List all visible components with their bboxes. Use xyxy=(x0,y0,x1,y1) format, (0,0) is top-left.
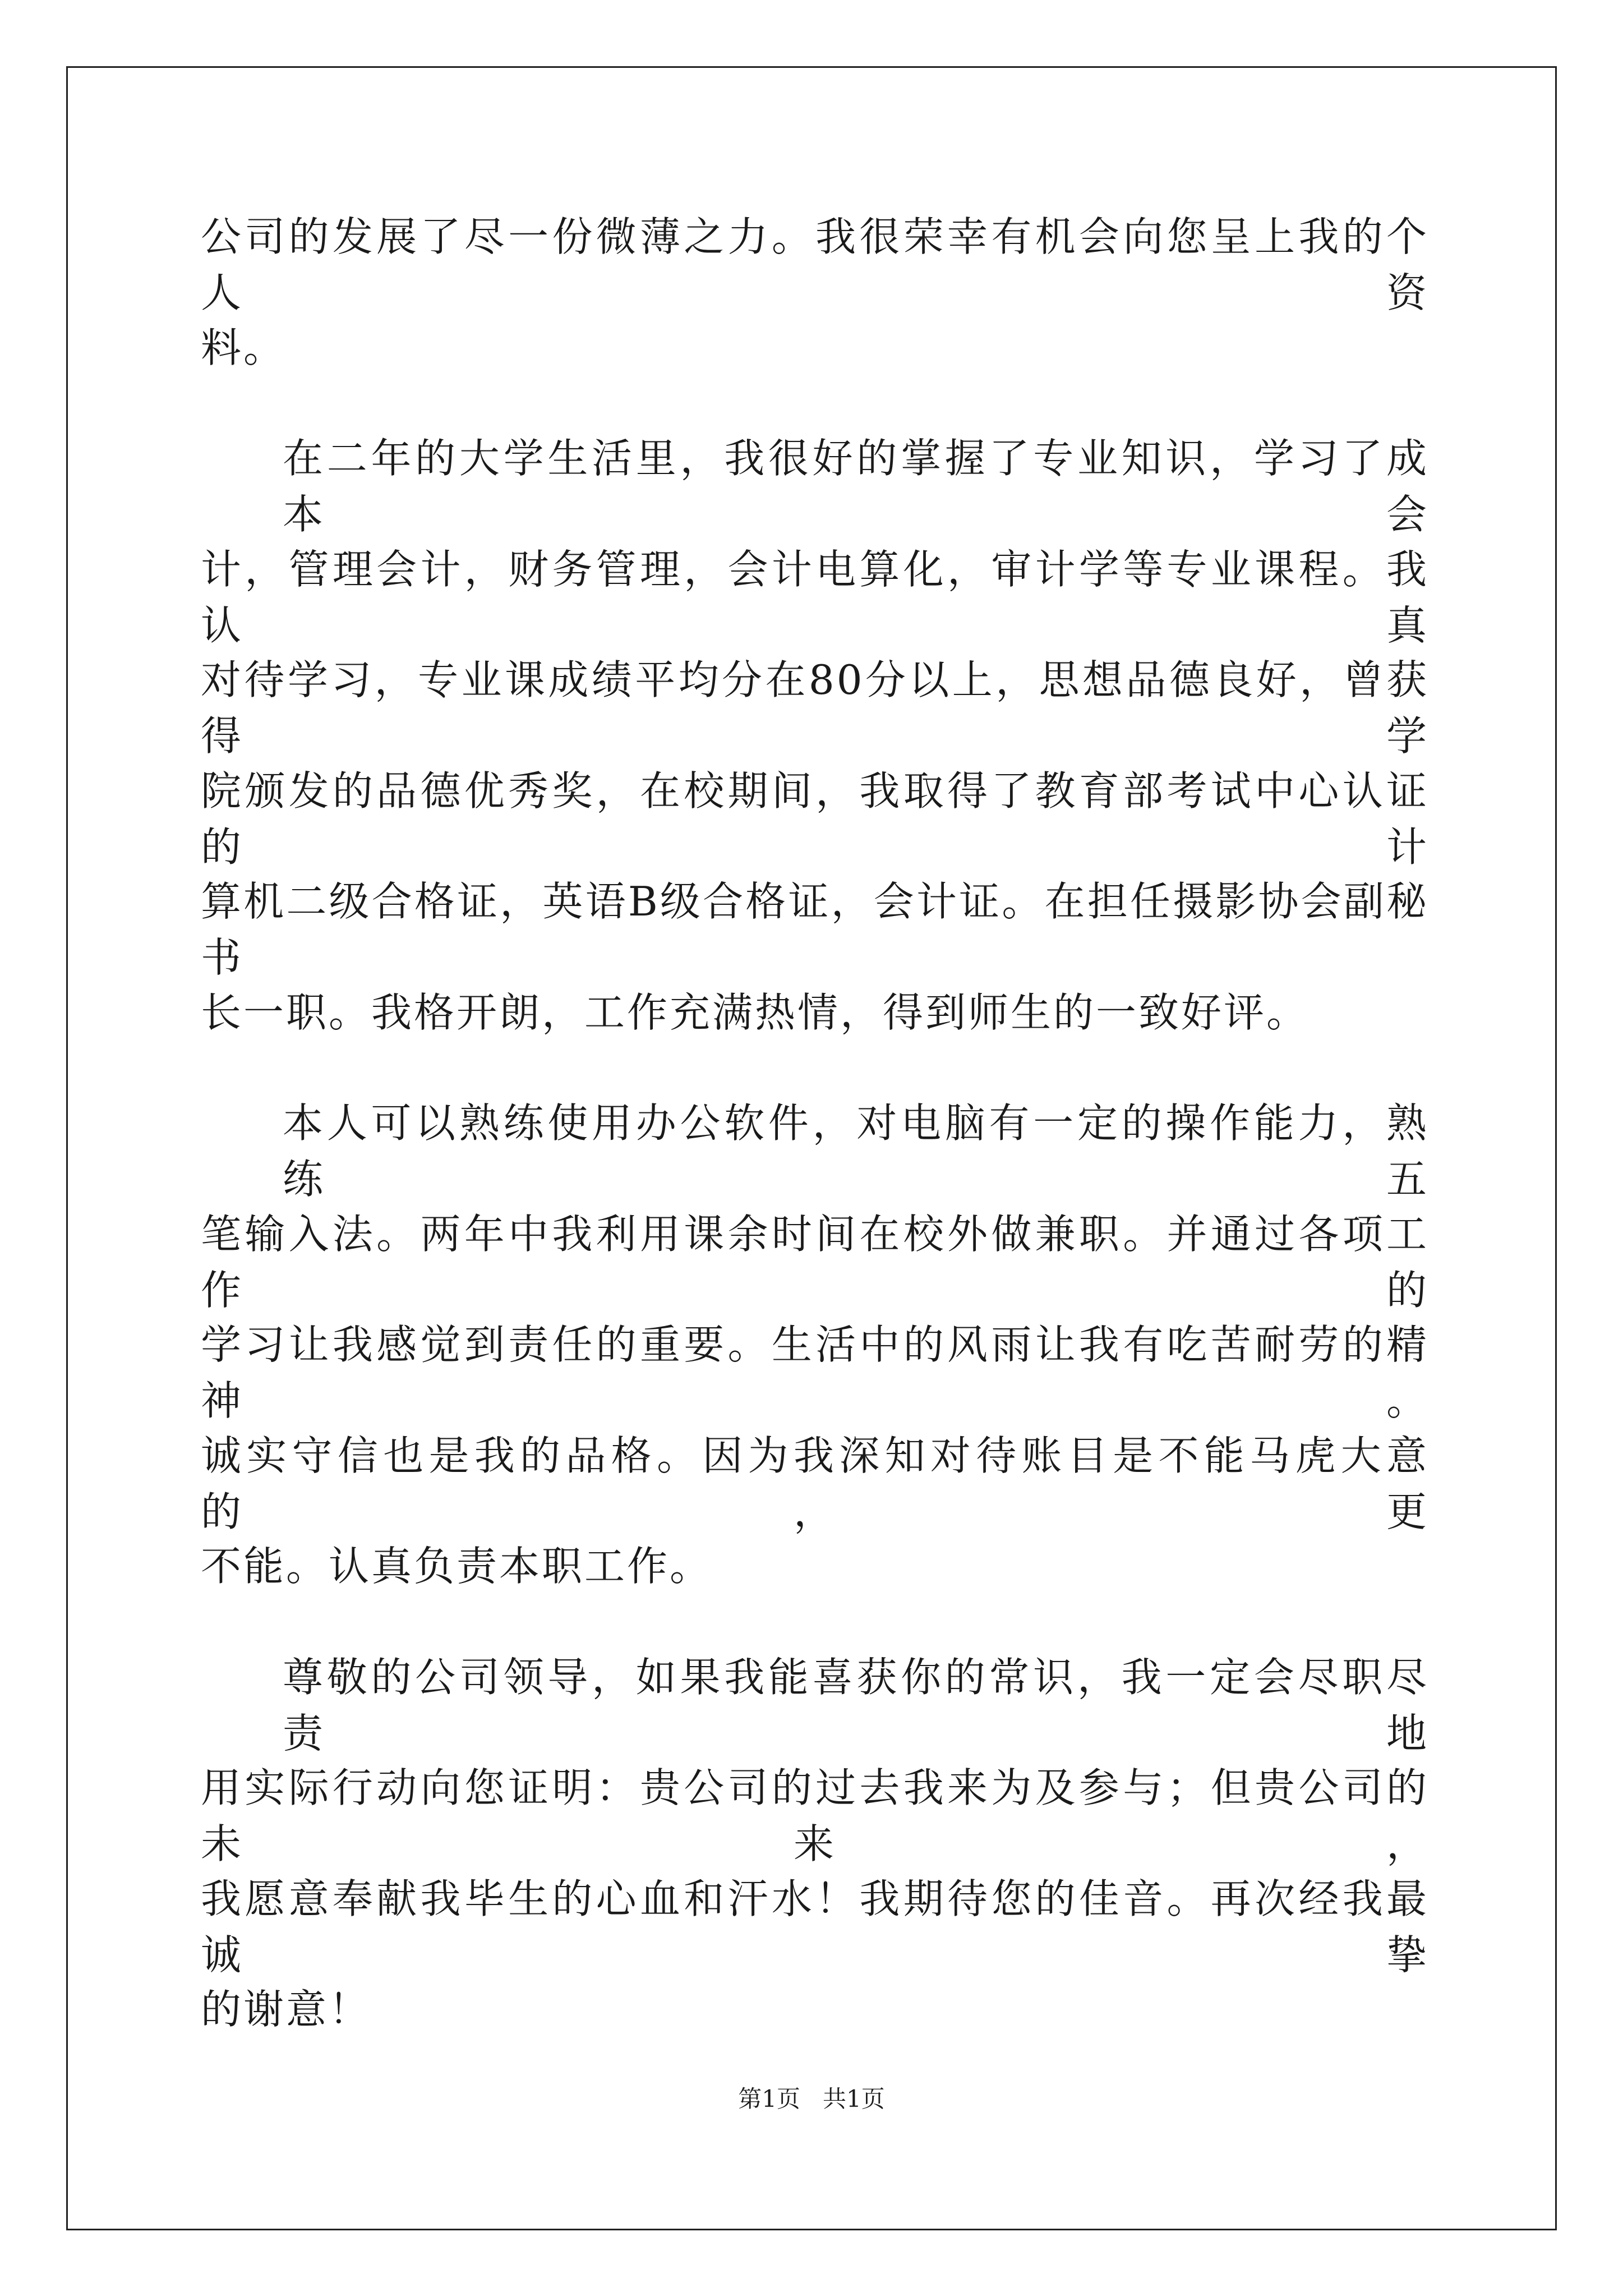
text-line: 料。 xyxy=(201,324,287,371)
page-number-total: 共1页 xyxy=(823,2085,885,2113)
text-line: 计，管理会计，财务管理，会计电算化，审计学等专业课程。我认真 xyxy=(201,545,1429,649)
text-line: 用实际行动向您证明：贵公司的过去我来为及参与；但贵公司的未来， xyxy=(201,1764,1429,1867)
text-line: 不能。认真负责本职工作。 xyxy=(201,1543,713,1590)
text-line: 院颁发的品德优秀奖，在校期间，我取得了教育部考试中心认证的计 xyxy=(201,767,1429,871)
text-line: 尊敬的公司领导，如果我能喜获你的常识，我一定会尽职尽责地 xyxy=(283,1653,1429,1757)
text-line: 公司的发展了尽一份微薄之力。我很荣幸有机会向您呈上我的个人资 xyxy=(201,213,1429,316)
text-line: 在二年的大学生活里，我很好的掌握了专业知识，学习了成本会 xyxy=(283,435,1429,538)
text-line: 算机二级合格证，英语B级合格证，会计证。在担任摄影协会副秘书 xyxy=(201,878,1429,981)
page-footer xyxy=(0,2082,1623,2116)
text-line: 学习让我感觉到责任的重要。生活中的风雨让我有吃苦耐劳的精神。 xyxy=(201,1321,1429,1424)
text-line: 长一职。我格开朗，工作充满热情，得到师生的一致好评。 xyxy=(201,988,1310,1036)
text-line: 诚实守信也是我的品格。因为我深知对待账目是不能马虎大意的，更 xyxy=(201,1432,1429,1535)
text-line: 笔输入法。两年中我利用课余时间在校外做兼职。并通过各项工作的 xyxy=(201,1210,1429,1314)
text-line: 对待学习，专业课成绩平均分在80分以上，思想品德良好，曾获得学 xyxy=(201,656,1429,760)
text-line: 我愿意奉献我毕生的心血和汗水！我期待您的佳音。再次经我最诚挚 xyxy=(201,1875,1429,1978)
text-line: 本人可以熟练使用办公软件，对电脑有一定的操作能力，熟练五 xyxy=(283,1099,1429,1203)
text-line: 的谢意！ xyxy=(201,1986,372,2033)
page-number-current: 第1页 xyxy=(738,2085,800,2113)
document-body xyxy=(201,209,1429,2092)
